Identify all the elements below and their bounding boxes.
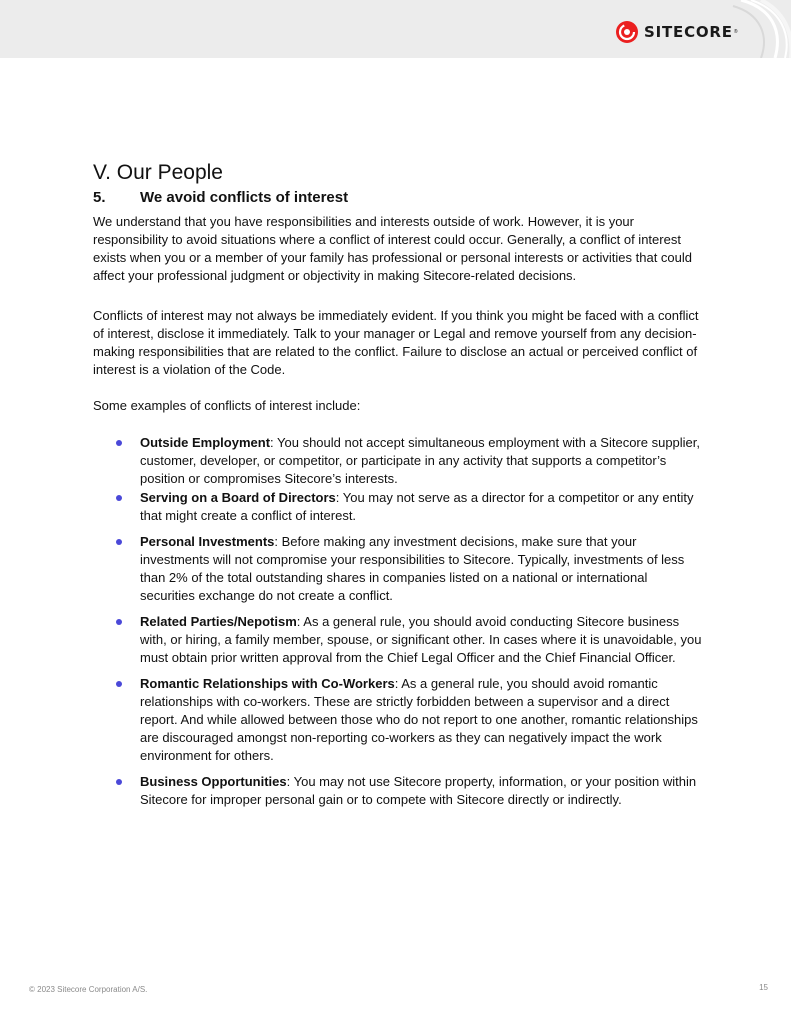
subsection-number: 5. [93, 189, 106, 206]
bullet-icon [116, 681, 122, 687]
bullet-icon [116, 539, 122, 545]
list-item-text: : You should not accept simultaneous employment with a Sitecore supplier, customer, developer, or competitor, or participate in any activity that supports a competitor’s position or compromises Sitecore’s interests. [140, 435, 701, 486]
page-number: 15 [759, 983, 768, 992]
main-content [93, 160, 703, 817]
list-item [93, 434, 703, 488]
bullet-icon [116, 495, 122, 501]
list-item-term: Personal Investments [140, 534, 275, 549]
section-title: V. Our People [93, 161, 223, 184]
paragraph-intro: We understand that you have responsibilities and interests outside of work. However, it is your responsibility to avoid situations where a conflict of interest could occur. Generally, a conflict of interest exists when you or a member of your family has professional or personal interests or activities that could affect your professional judgment or objectivity in making Sitecore-related decisions. [93, 214, 692, 283]
list-item-text: : Before making any investment decisions, make sure that your investments will not compromise your responsibilities to Sitecore. Typically, investments of less than 2% of the total outstanding shares in companies listed on a national or international securities exchange do not create a conflict. [140, 534, 685, 603]
list-item-term: Outside Employment [140, 435, 271, 450]
logo-wordmark: SITECORE [644, 23, 733, 41]
subsection-heading [93, 188, 703, 208]
logo-trademark: ® [733, 29, 738, 35]
paragraph-examples-lead: Some examples of conflicts of interest include: [93, 398, 361, 413]
list-item-text: : As a general rule, you should avoid conducting Sitecore business with, or hiring, a family member, spouse, or significant other. In cases where it is unavoidable, you must obtain prior written approval from the Chief Legal Officer and the Chief Financial Officer. [140, 614, 702, 665]
list-item-text: : You may not use Sitecore property, information, or your position within Sitecore for improper personal gain or to compete with Sitecore directly or indirectly. [140, 774, 697, 807]
bullet-icon [116, 440, 122, 446]
sitecore-logo-icon [615, 20, 639, 44]
list-item-text: : As a general rule, you should avoid romantic relationships with co-workers. These are strictly forbidden between a supervisor and a direct report. And while allowed between those who do not report to one another, romantic relationships are discouraged amongst non-reporting co-workers as they can negatively impact the work environment for others. [140, 676, 698, 763]
list-item [93, 489, 703, 525]
page-header [0, 0, 791, 58]
footer-copyright: © 2023 Sitecore Corporation A/S. [29, 985, 148, 994]
sitecore-logo [615, 19, 738, 45]
examples-list [93, 434, 703, 809]
decorative-swirl [731, 0, 791, 58]
list-item [93, 675, 703, 765]
list-item-term: Related Parties/Nepotism [140, 614, 297, 629]
list-item-term: Romantic Relationships with Co-Workers [140, 676, 395, 691]
list-item-term: Serving on a Board of Directors [140, 490, 336, 505]
paragraph-disclosure: Conflicts of interest may not always be immediately evident. If you think you might be faced with a conflict of interest, disclose it immediately. Talk to your manager or Legal and remove yourself from any decision-making responsibilities that are related to the conflict. Failure to disclose an actual or perceived conflict of interest is a violation of the Code. [93, 308, 699, 377]
bullet-icon [116, 619, 122, 625]
list-item-term: Business Opportunities [140, 774, 287, 789]
list-item-text: : You may not serve as a director for a competitor or any entity that might create a conflict of interest. [140, 490, 694, 523]
list-item [93, 773, 703, 809]
list-item [93, 533, 703, 605]
bullet-icon [116, 779, 122, 785]
subsection-title: We avoid conflicts of interest [140, 189, 349, 206]
list-item [93, 613, 703, 667]
